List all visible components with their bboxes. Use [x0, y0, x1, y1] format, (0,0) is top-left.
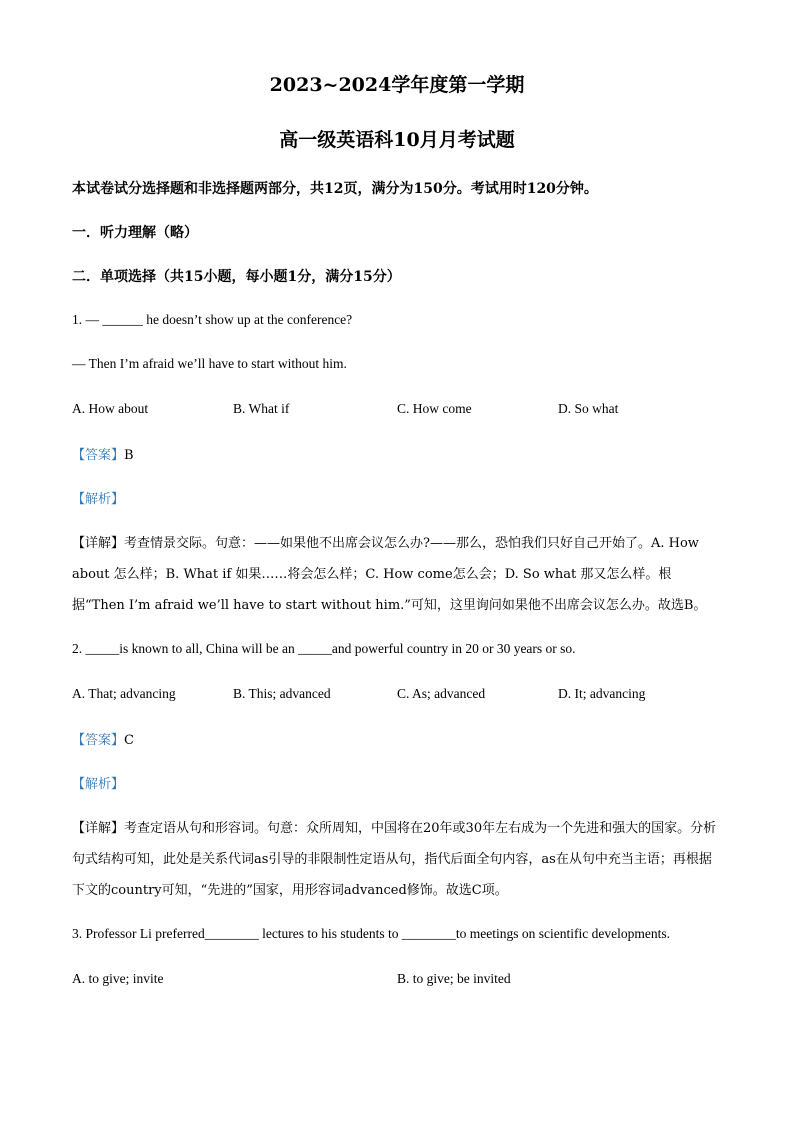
- q1-answer-value: B: [124, 448, 134, 463]
- q2-option-b: B. This; advanced: [233, 686, 331, 701]
- q1-answer: [72, 444, 134, 463]
- q1-option-b: B. What if: [233, 401, 290, 416]
- q1-detail: [72, 528, 724, 621]
- section-two-heading: 二．单项选择（共15小题，每小题1分，满分15分）: [72, 269, 401, 285]
- q1-reply: — Then I’m afraid we’ll have to start without him.: [72, 356, 347, 371]
- q2-option-d: D. It; advancing: [558, 686, 646, 701]
- q1-option-d: D. So what: [558, 401, 619, 416]
- q2-answer-value: C: [124, 733, 134, 748]
- q2-stem: 2. _____is known to all, China will be an _____and powerful country in 20 or 30 years or so.: [72, 641, 576, 656]
- q1-option-a: A. How about: [72, 401, 149, 416]
- q1-analysis-label: [72, 488, 124, 507]
- q1-stem: 1. — ______ he doesn’t show up at the conference?: [72, 312, 353, 327]
- q2-option-a: A. That; advancing: [72, 686, 176, 701]
- answer-label: 【答案】: [72, 448, 125, 463]
- exam-term-title: 2023~2024学年度第一学期: [269, 74, 525, 96]
- q2-answer: [72, 729, 134, 748]
- exam-instructions: 本试卷试分选择题和非选择题两部分，共12页，满分为150分。考试用时120分钟。: [72, 181, 598, 197]
- analysis-label: 【解析】: [72, 777, 125, 792]
- q2-option-c: C. As; advanced: [397, 686, 486, 701]
- q2-analysis-label: [72, 773, 124, 792]
- detail-label: 【详解】: [72, 821, 125, 836]
- q2-detail-text: 考查定语从句和形容词。句意：众所周知，中国将在20年或30年左右成为一个先进和强大的国家。分析句式结构可知，此处是关系代词as引导的非限制性定语从句，指代后面全句内容，as在从句中充当主语；再根据下文的country可知，“先进的”国家，用形容词advanced修饰。故选C项。: [72, 821, 717, 898]
- q2-detail: [72, 813, 724, 906]
- q3-option-b: B. to give; be invited: [397, 971, 511, 986]
- q1-detail-text: 考查情景交际。句意：——如果他不出席会议怎么办?——那么，恐怕我们只好自己开始了。A. How about 怎么样；B. What if 如果……将会怎么样；C. How come怎么会；D. So what 那又怎么样。根据“Then I’m afraid we’ll have to start without him.”可知，这里询问如果他不出席会议怎么办。故选B。: [72, 536, 707, 613]
- q3-stem: 3. Professor Li preferred________ lectures to his students to ________to meetings on scientific developments.: [72, 926, 671, 941]
- q1-option-c: C. How come: [397, 401, 472, 416]
- analysis-label: 【解析】: [72, 492, 125, 507]
- section-one-heading: 一．听力理解（略）: [72, 225, 198, 241]
- exam-subject-title: 高一级英语科10月月考试题: [279, 129, 515, 151]
- answer-label: 【答案】: [72, 733, 125, 748]
- q3-option-a: A. to give; invite: [72, 971, 164, 986]
- detail-label: 【详解】: [72, 536, 125, 551]
